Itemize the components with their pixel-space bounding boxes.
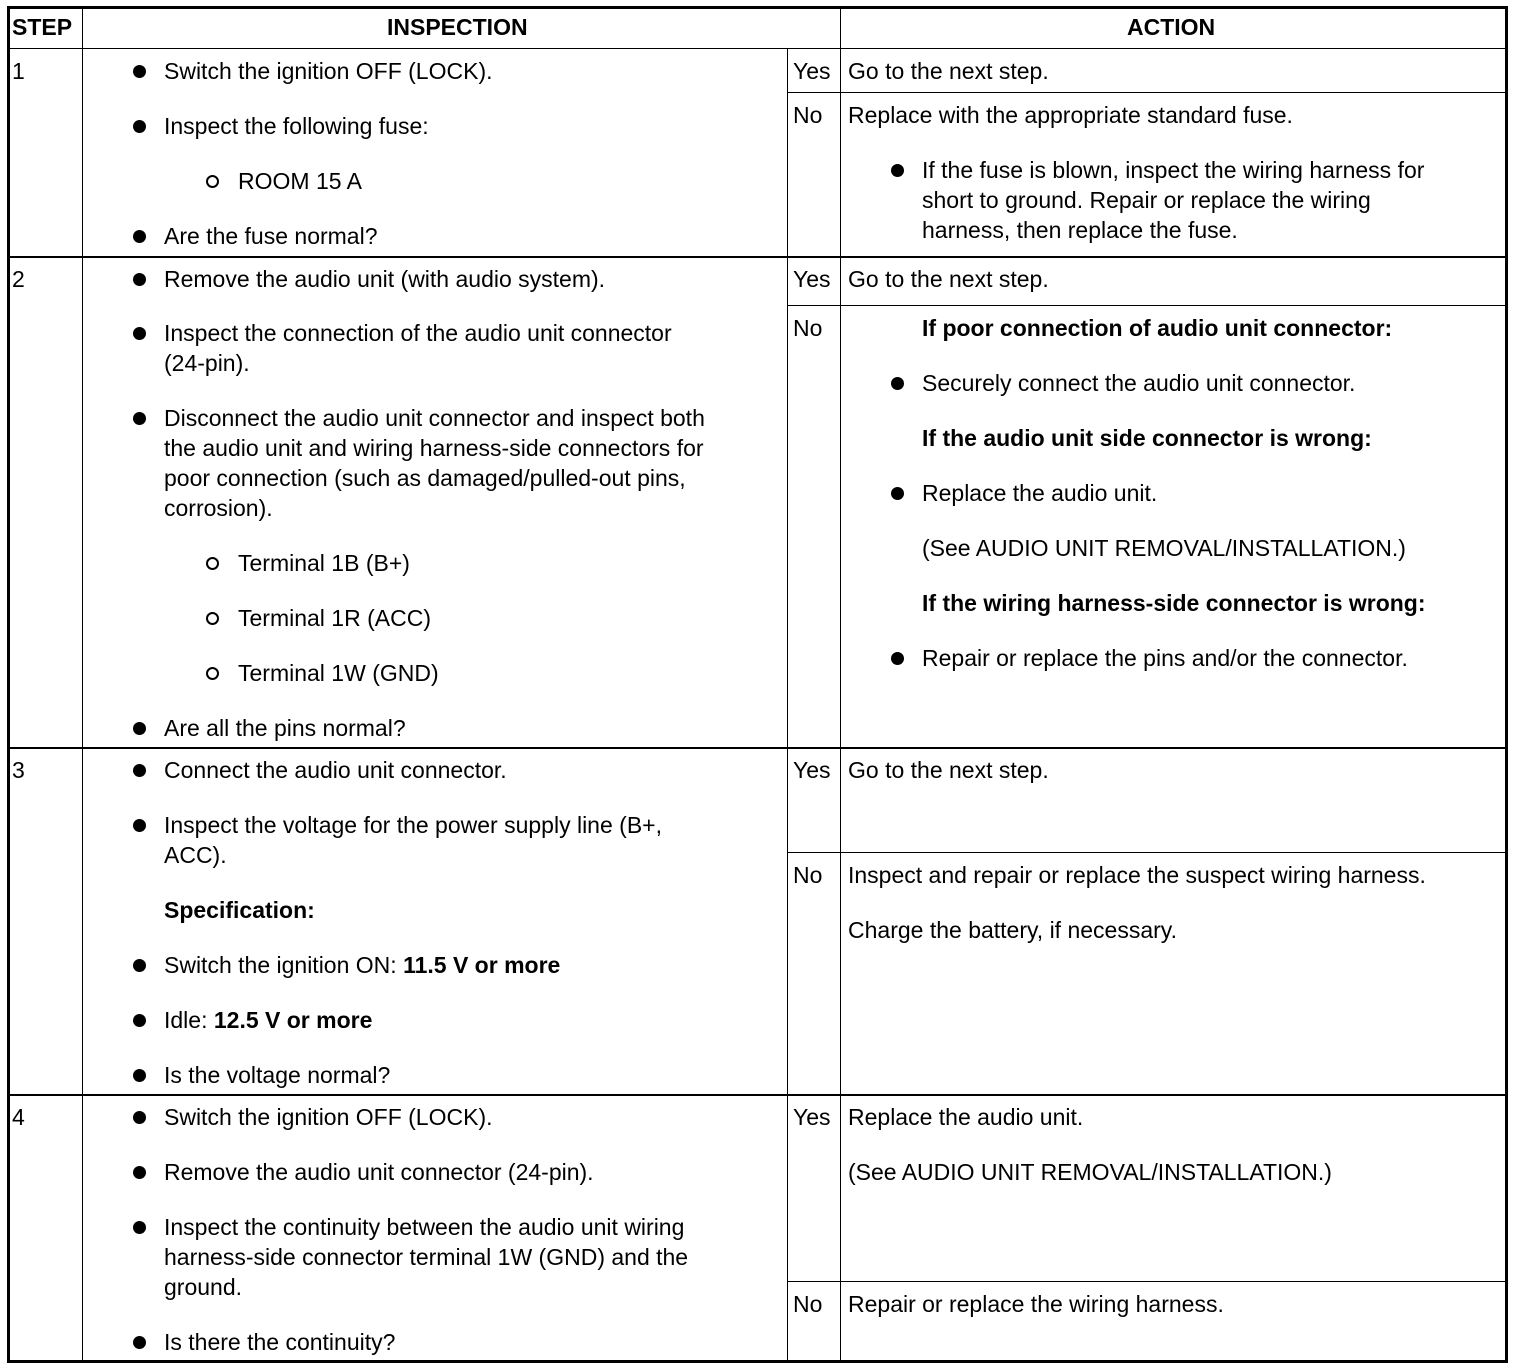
- header-inspection: INSPECTION: [387, 14, 528, 40]
- bullet-icon: [891, 377, 904, 390]
- step-4-inspection-bullet-3-line-3: ground.: [164, 1274, 243, 1300]
- step-4-yes-action-line-1: Replace the audio unit.: [848, 1104, 1084, 1130]
- step-3-no-action-line-2: Charge the battery, if necessary.: [848, 917, 1177, 943]
- step-4-no-label: No: [793, 1291, 823, 1317]
- step-4-number: 4: [12, 1104, 25, 1130]
- step-1-inspection-bullet-2: Inspect the following fuse:: [164, 113, 429, 139]
- sub-bullet-icon: [206, 175, 219, 188]
- bullet-icon: [133, 65, 146, 78]
- table-border-bottom: [7, 1360, 1508, 1363]
- step-1-no-bullet-line-2: short to ground. Repair or replace the wiring: [922, 187, 1371, 213]
- step-1-no-action: Replace with the appropriate standard fuse.: [848, 102, 1293, 128]
- step-1-yes-action: Go to the next step.: [848, 58, 1049, 84]
- step-3-yes-action: Go to the next step.: [848, 757, 1049, 783]
- header-action: ACTION: [1127, 14, 1216, 40]
- step-1-yes-label: Yes: [793, 58, 831, 84]
- step-2-inspection-bullet-3-line-1: Disconnect the audio unit connector and inspect both: [164, 405, 705, 431]
- bullet-icon: [891, 652, 904, 665]
- step-3-spec-ignition-on-value: 11.5 V or more: [403, 952, 561, 978]
- step-4-inspection-bullet-3-line-1: Inspect the continuity between the audio unit wiring: [164, 1214, 685, 1240]
- step-4-inspection-bullet-4: Is there the continuity?: [164, 1329, 396, 1355]
- bullet-icon: [133, 1069, 146, 1082]
- step-3-specification-label: Specification:: [164, 897, 315, 923]
- step-4-inspection-bullet-1: Switch the ignition OFF (LOCK).: [164, 1104, 493, 1130]
- step-3-inspection-bullet-1: Connect the audio unit connector.: [164, 757, 507, 783]
- step-2-inspection-bullet-2-line-1: Inspect the connection of the audio unit connector: [164, 320, 672, 346]
- step-3-spec-ignition-on-text: Switch the ignition ON:: [164, 952, 404, 978]
- step-1-inspection-bullet-1: Switch the ignition OFF (LOCK).: [164, 58, 493, 84]
- step-3-spec-idle-text: Idle:: [164, 1007, 214, 1033]
- divider-action-column: [840, 6, 841, 1363]
- step-1-no-label: No: [793, 102, 823, 128]
- bullet-icon: [133, 230, 146, 243]
- step-3-inspection-bullet-2-line-1: Inspect the voltage for the power supply line (B+,: [164, 812, 662, 838]
- step-2-no-label: No: [793, 315, 823, 341]
- step-2-inspection-bullet-4: Are all the pins normal?: [164, 715, 406, 741]
- step-2-inspection-bullet-3-line-3: poor connection (such as damaged/pulled-out pins,: [164, 465, 686, 491]
- step-2-inspection-bullet-2-line-2: (24-pin).: [164, 350, 250, 376]
- bullet-icon: [133, 1336, 146, 1349]
- table-border-right: [1505, 6, 1508, 1363]
- step-1-number: 1: [12, 58, 25, 84]
- step-1-inspection-bullet-3: Are the fuse normal?: [164, 223, 378, 249]
- step-4-inspection-bullet-3-line-2: harness-side connector terminal 1W (GND) and the: [164, 1244, 689, 1270]
- bullet-icon: [133, 1166, 146, 1179]
- bullet-icon: [133, 1111, 146, 1124]
- step-2-inspection-sub-1: Terminal 1B (B+): [238, 550, 410, 576]
- step-3-spec-ignition-on: [164, 950, 560, 980]
- divider-yes-no-2: [787, 305, 1508, 306]
- divider-step-column: [82, 6, 83, 1363]
- step-4-inspection-bullet-2: Remove the audio unit connector (24-pin).: [164, 1159, 594, 1185]
- bullet-icon: [133, 1014, 146, 1027]
- table-border-left: [7, 6, 10, 1363]
- step-3-no-label: No: [793, 862, 823, 888]
- divider-step-2-3: [7, 747, 1508, 749]
- step-2-no-heading-3: If the wiring harness-side connector is wrong:: [922, 590, 1426, 616]
- bullet-icon: [133, 959, 146, 972]
- step-3-spec-idle-value: 12.5 V or more: [213, 1007, 373, 1033]
- bullet-icon: [133, 120, 146, 133]
- step-3-inspection-bullet-5: Is the voltage normal?: [164, 1062, 391, 1088]
- bullet-icon: [133, 764, 146, 777]
- divider-yes-no-column: [787, 48, 788, 1362]
- step-2-yes-label: Yes: [793, 266, 831, 292]
- step-2-yes-action: Go to the next step.: [848, 266, 1049, 292]
- step-2-no-bullet-1: Securely connect the audio unit connector.: [922, 370, 1356, 396]
- divider-header: [7, 48, 1508, 49]
- step-2-inspection-bullet-3-line-4: corrosion).: [164, 495, 273, 521]
- bullet-icon: [133, 327, 146, 340]
- step-2-inspection-sub-2: Terminal 1R (ACC): [238, 605, 431, 631]
- step-3-spec-idle: [164, 1005, 372, 1035]
- step-2-no-reference: (See AUDIO UNIT REMOVAL/INSTALLATION.): [922, 535, 1406, 561]
- step-2-no-bullet-3: Repair or replace the pins and/or the connector.: [922, 645, 1408, 671]
- step-1-no-bullet-line-1: If the fuse is blown, inspect the wiring harness for: [922, 157, 1425, 183]
- step-2-no-heading-1: If poor connection of audio unit connector:: [922, 315, 1393, 341]
- sub-bullet-icon: [206, 557, 219, 570]
- divider-yes-no-4: [787, 1281, 1508, 1282]
- bullet-icon: [133, 1221, 146, 1234]
- sub-bullet-icon: [206, 612, 219, 625]
- bullet-icon: [133, 273, 146, 286]
- step-1-inspection-sub-1: ROOM 15 A: [238, 168, 362, 194]
- step-1-no-bullet-line-3: harness, then replace the fuse.: [922, 217, 1238, 243]
- step-3-number: 3: [12, 757, 25, 783]
- step-3-inspection-bullet-2-line-2: ACC).: [164, 842, 227, 868]
- bullet-icon: [133, 722, 146, 735]
- sub-bullet-icon: [206, 667, 219, 680]
- step-4-yes-label: Yes: [793, 1104, 831, 1130]
- divider-step-3-4: [7, 1094, 1508, 1096]
- step-2-inspection-bullet-1: Remove the audio unit (with audio system).: [164, 266, 606, 292]
- step-2-no-bullet-2: Replace the audio unit.: [922, 480, 1158, 506]
- step-2-inspection-bullet-3-line-2: the audio unit and wiring harness-side connectors for: [164, 435, 704, 461]
- step-2-inspection-sub-3: Terminal 1W (GND): [238, 660, 439, 686]
- divider-step-1-2: [7, 256, 1508, 258]
- divider-yes-no-1: [787, 92, 1508, 93]
- header-step: STEP: [12, 14, 73, 40]
- step-3-yes-label: Yes: [793, 757, 831, 783]
- bullet-icon: [891, 164, 904, 177]
- bullet-icon: [891, 487, 904, 500]
- step-4-no-action: Repair or replace the wiring harness.: [848, 1291, 1224, 1317]
- bullet-icon: [133, 819, 146, 832]
- divider-yes-no-3: [787, 852, 1508, 853]
- step-2-no-heading-2: If the audio unit side connector is wrong:: [922, 425, 1372, 451]
- table-border-top: [7, 6, 1508, 9]
- step-3-no-action-line-1: Inspect and repair or replace the suspect wiring harness.: [848, 862, 1426, 888]
- step-2-number: 2: [12, 266, 25, 292]
- step-4-yes-action-line-2: (See AUDIO UNIT REMOVAL/INSTALLATION.): [848, 1159, 1332, 1185]
- bullet-icon: [133, 412, 146, 425]
